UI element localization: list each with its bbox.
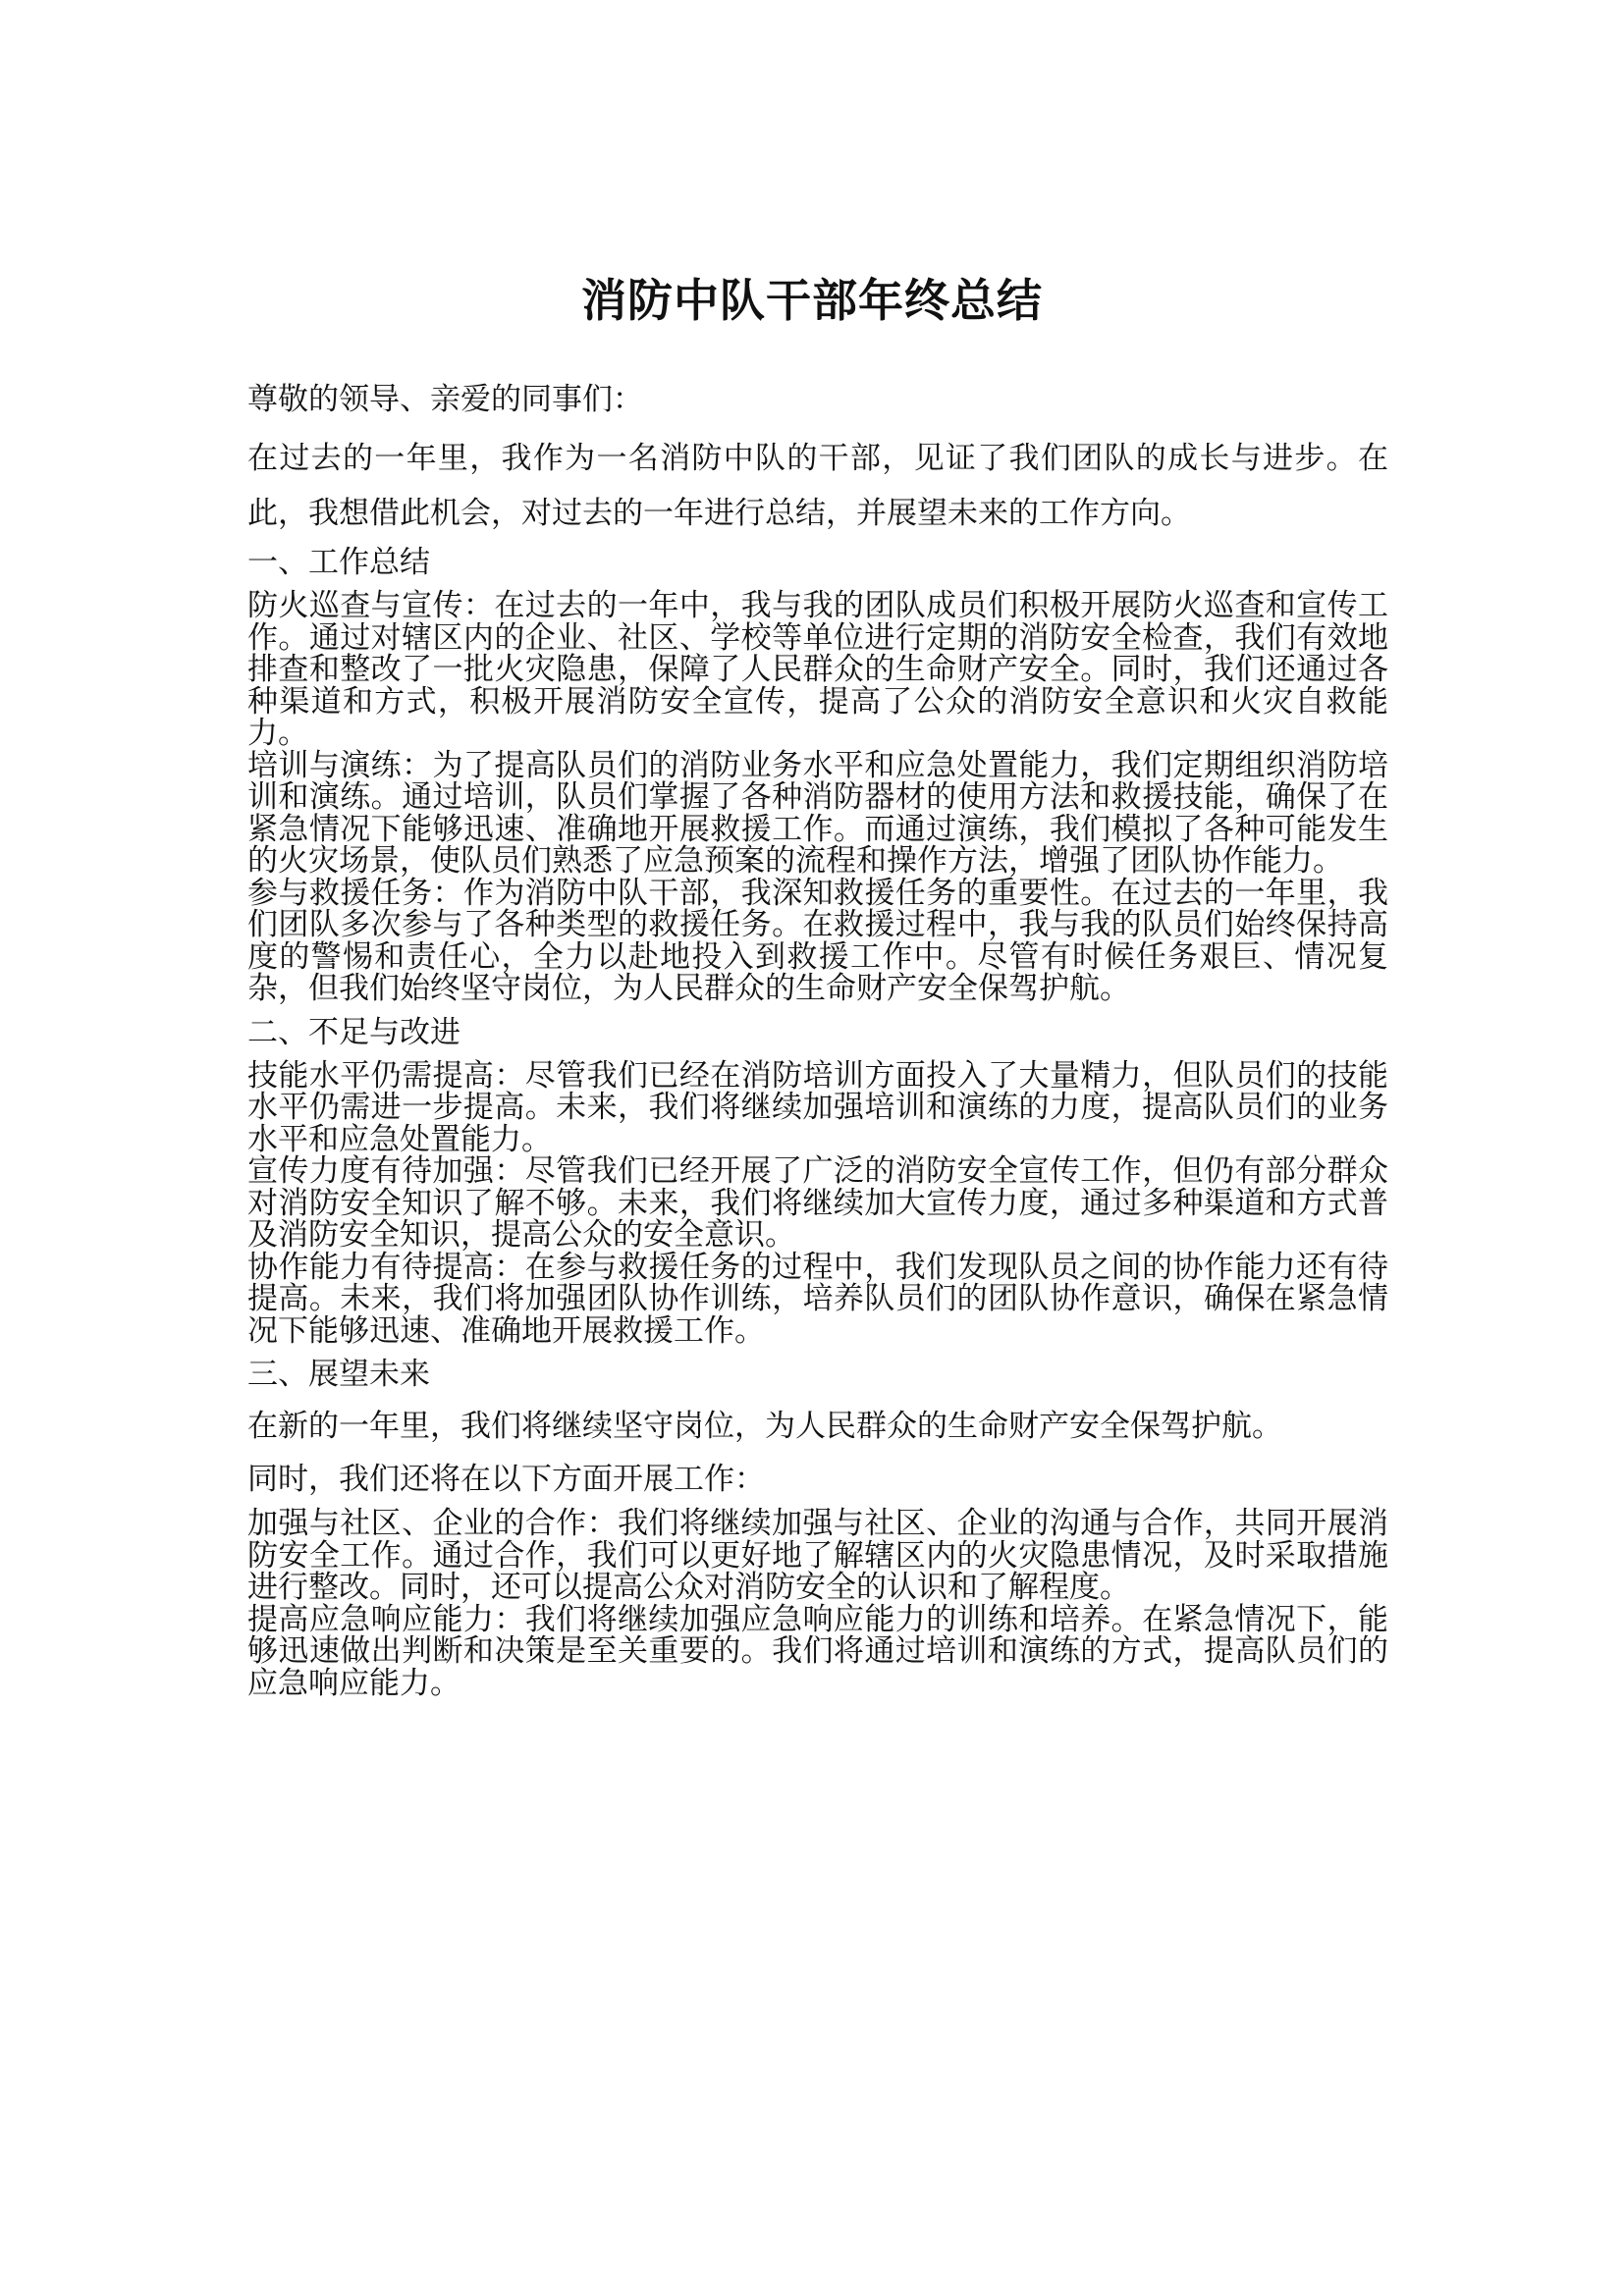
- intro-paragraph: 在过去的一年里，我作为一名消防中队的干部，见证了我们团队的成长与进步。在此，我想借此机会，对过去的一年进行总结，并展望未来的工作方向。: [247, 441, 1388, 531]
- paragraph-community-cooperation: 加强与社区、企业的合作：我们将继续加强与社区、企业的沟通与合作，共同开展消防安全工作。通过合作，我们可以更好地了解辖区内的火灾隐患情况，及时采取措施进行整改。同时，还可以提高公众对消防安全的认识和了解程度。: [247, 1506, 1388, 1605]
- section-heading-shortcomings: 二、不足与改进: [247, 1014, 460, 1050]
- outlook-lead-1: 在新的一年里，我们将继续坚守岗位，为人民群众的生命财产安全保驾护航。: [247, 1409, 1282, 1444]
- paragraph-fire-patrol: 防火巡查与宣传：在过去的一年中，我与我的团队成员们积极开展防火巡查和宣传工作。通过对辖区内的企业、社区、学校等单位进行定期的消防安全检查，我们有效地排查和整改了一批火灾隐患，保障了人民群众的生命财产安全。同时，我们还通过各种渠道和方式，积极开展消防安全宣传，提高了公众的消防安全意识和火灾自救能力。: [247, 588, 1388, 751]
- paragraph-cooperation: 协作能力有待提高：在参与救援任务的过程中，我们发现队员之间的协作能力还有待提高。未来，我们将加强团队协作训练，培养队员们的团队协作意识，确保在紧急情况下能够迅速、准确地开展救援工作。: [247, 1249, 1388, 1349]
- section-heading-work-summary: 一、工作总结: [247, 545, 430, 580]
- paragraph-emergency-response: 提高应急响应能力：我们将继续加强应急响应能力的训练和培养。在紧急情况下，能够迅速做出判断和决策是至关重要的。我们将通过培训和演练的方式，提高队员们的应急响应能力。: [247, 1601, 1388, 1701]
- section-heading-outlook: 三、展望未来: [247, 1357, 430, 1392]
- document-body: [247, 378, 1388, 1699]
- paragraph-publicity: 宣传力度有待加强：尽管我们已经开展了广泛的消防安全宣传工作，但仍有部分群众对消防安全知识了解不够。未来，我们将继续加大宣传力度，通过多种渠道和方式普及消防安全知识，提高公众的安全意识。: [247, 1153, 1388, 1253]
- paragraph-rescue-tasks: 参与救援任务：作为消防中队干部，我深知救援任务的重要性。在过去的一年里，我们团队多次参与了各种类型的救援任务。在救援过程中，我与我的队员们始终保持高度的警惕和责任心，全力以赴地投入到救援工作中。尽管有时候任务艰巨、情况复杂，但我们始终坚守岗位，为人民群众的生命财产安全保驾护航。: [247, 875, 1388, 1006]
- document-title: 消防中队干部年终总结: [581, 274, 1043, 327]
- outlook-lead-2: 同时，我们还将在以下方面开展工作：: [247, 1462, 765, 1497]
- salutation: 尊敬的领导、亲爱的同事们：: [247, 382, 643, 417]
- paragraph-training-drills: 培训与演练：为了提高队员们的消防业务水平和应急处置能力，我们定期组织消防培训和演练。通过培训，队员们掌握了各种消防器材的使用方法和救援技能，确保了在紧急情况下能够迅速、准确地开展救援工作。而通过演练，我们模拟了各种可能发生的火灾场景，使队员们熟悉了应急预案的流程和操作方法，增强了团队协作能力。: [247, 747, 1388, 879]
- paragraph-skill-level: 技能水平仍需提高：尽管我们已经在消防培训方面投入了大量精力，但队员们的技能水平仍需进一步提高。未来，我们将继续加强培训和演练的力度，提高队员们的业务水平和应急处置能力。: [247, 1057, 1388, 1157]
